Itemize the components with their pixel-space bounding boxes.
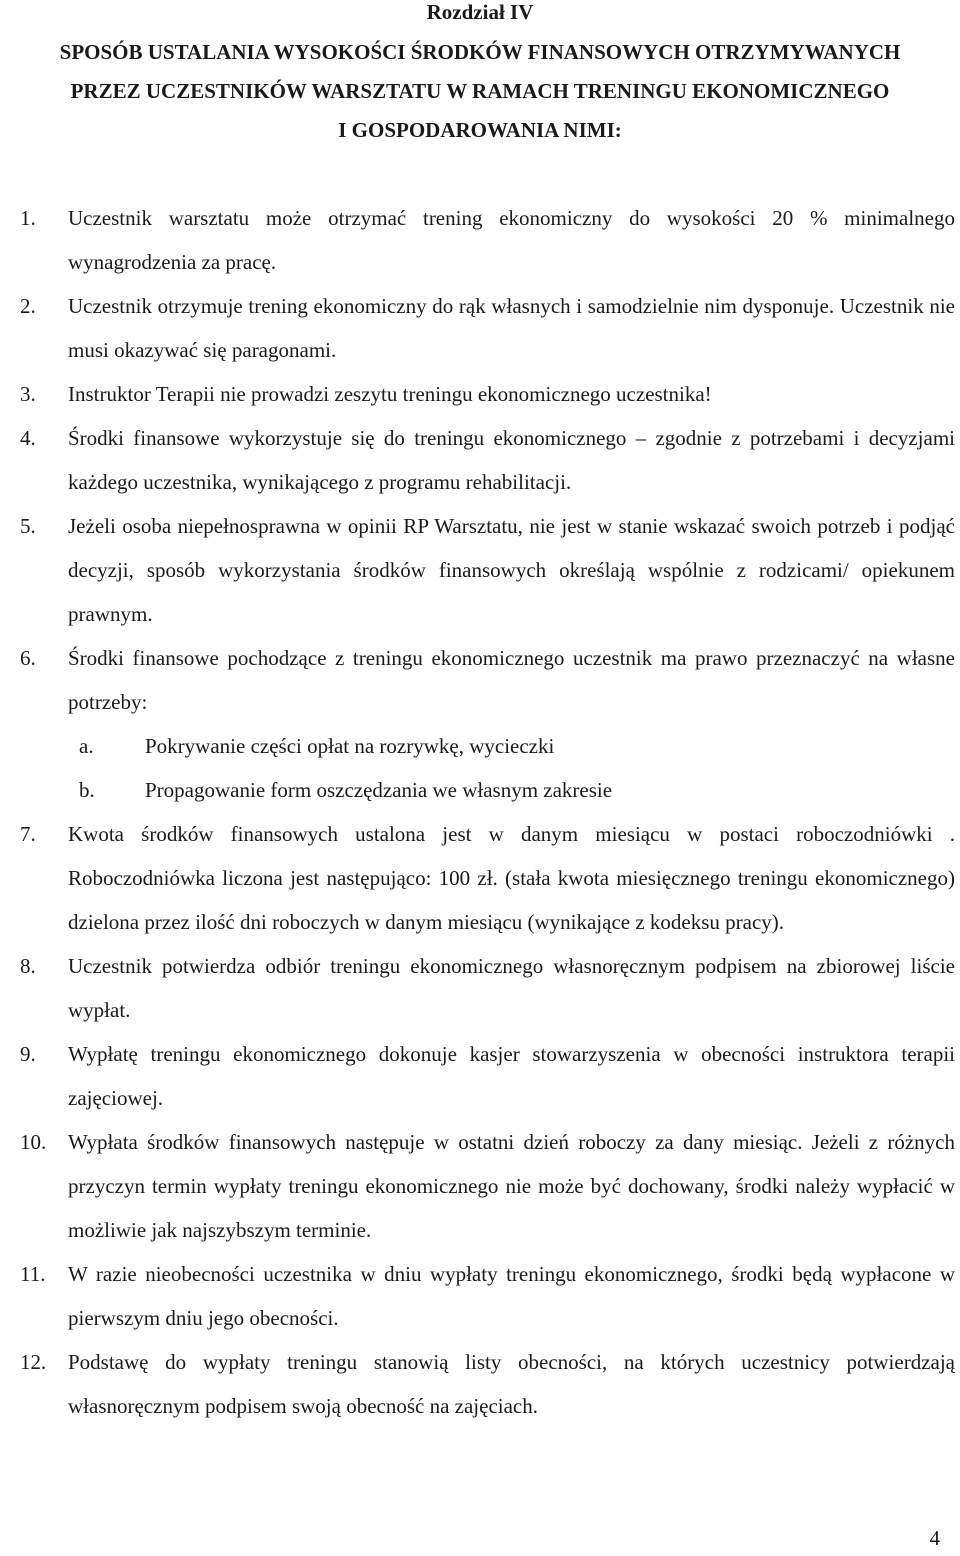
- item-text: Środki finansowe pochodzące z treningu ekonomicznego uczestnik ma prawo przeznaczyć na własne potrzeby:: [68, 646, 955, 714]
- item-number: 10.: [20, 1130, 47, 1154]
- rules-list: [0, 196, 960, 1428]
- item-text: Kwota środków finansowych ustalona jest w danym miesiącu w postaci roboczodniówki . Roboczodniówka liczona jest następująco: 100 zł. (stała kwota miesięcznego treningu ekonomicznego) dzielona przez ilość dni roboczych w danym miesiącu (wynikające z kodeksu pracy).: [68, 822, 955, 934]
- list-item: [0, 1120, 960, 1252]
- list-item: [0, 944, 960, 1032]
- item-number: 7.: [20, 822, 36, 846]
- item-text: Podstawę do wypłaty treningu stanowią listy obecności, na których uczestnicy potwierdzają własnoręcznym podpisem swoją obecność na zajęciach.: [68, 1350, 955, 1418]
- list-item: [0, 372, 960, 416]
- item-text: Wypłatę treningu ekonomicznego dokonuje kasjer stowarzyszenia w obecności instruktora terapii zajęciowej.: [68, 1042, 955, 1110]
- item-text: Środki finansowe wykorzystuje się do treningu ekonomicznego – zgodnie z potrzebami i decyzjami każdego uczestnika, wynikającego z programu rehabilitacji.: [68, 426, 955, 494]
- list-item: [0, 636, 960, 812]
- item-number: 1.: [20, 206, 36, 230]
- heading-line: PRZEZ UCZESTNIKÓW WARSZTATU W RAMACH TRENINGU EKONOMICZNEGO: [70, 79, 890, 103]
- section-heading: [0, 33, 960, 150]
- item-text: Instruktor Terapii nie prowadzi zeszytu treningu ekonomicznego uczestnika!: [68, 382, 712, 406]
- list-item: [0, 1252, 960, 1340]
- list-item: [0, 812, 960, 944]
- sub-list-item: [68, 724, 955, 768]
- item-number: 5.: [20, 514, 36, 538]
- item-text: Uczestnik otrzymuje trening ekonomiczny do rąk własnych i samodzielnie nim dysponuje. Uczestnik nie musi okazywać się paragonami.: [68, 294, 955, 362]
- list-item: [0, 1032, 960, 1120]
- item-number: 11.: [20, 1262, 46, 1286]
- sub-item-letter: a.: [79, 734, 94, 758]
- list-item: [0, 416, 960, 504]
- item-number: 9.: [20, 1042, 36, 1066]
- item-text: Jeżeli osoba niepełnosprawna w opinii RP Warsztatu, nie jest w stanie wskazać swoich potrzeb i podjąć decyzji, sposób wykorzystania środków finansowych określają wspólnie z rodzicami/ opiekunem prawnym.: [68, 514, 955, 626]
- sub-item-letter: b.: [79, 778, 95, 802]
- item-number: 12.: [20, 1350, 47, 1374]
- heading-line: SPOSÓB USTALANIA WYSOKOŚCI ŚRODKÓW FINANSOWYCH OTRZYMYWANYCH: [59, 40, 901, 64]
- sub-item-text: Pokrywanie części opłat na rozrywkę, wycieczki: [145, 734, 555, 758]
- item-text: Uczestnik potwierdza odbiór treningu ekonomicznego własnoręcznym podpisem na zbiorowej liście wypłat.: [68, 954, 955, 1022]
- list-item: [0, 504, 960, 636]
- sub-list: [68, 724, 955, 812]
- list-item: [0, 1340, 960, 1428]
- list-item: [0, 196, 960, 284]
- page-number: 4: [929, 1526, 940, 1550]
- list-item: [0, 284, 960, 372]
- heading-line: I GOSPODAROWANIA NIMI:: [338, 118, 622, 142]
- item-text: W razie nieobecności uczestnika w dniu wypłaty treningu ekonomicznego, środki będą wypłacone w pierwszym dniu jego obecności.: [68, 1262, 955, 1330]
- item-number: 4.: [20, 426, 36, 450]
- item-number: 6.: [20, 646, 36, 670]
- item-text: Wypłata środków finansowych następuje w ostatni dzień roboczy za dany miesiąc. Jeżeli z różnych przyczyn termin wypłaty treningu ekonomicznego nie może być dochowany, środki należy wypłacić w możliwie jak najszybszym terminie.: [68, 1130, 955, 1242]
- item-number: 8.: [20, 954, 36, 978]
- item-number: 3.: [20, 382, 36, 406]
- chapter-title: Rozdział IV: [426, 0, 534, 24]
- sub-item-text: Propagowanie form oszczędzania we własnym zakresie: [145, 778, 613, 802]
- sub-list-item: [68, 768, 955, 812]
- item-number: 2.: [20, 294, 36, 318]
- item-text: Uczestnik warsztatu może otrzymać trening ekonomiczny do wysokości 20 % minimalnego wynagrodzenia za pracę.: [68, 206, 955, 274]
